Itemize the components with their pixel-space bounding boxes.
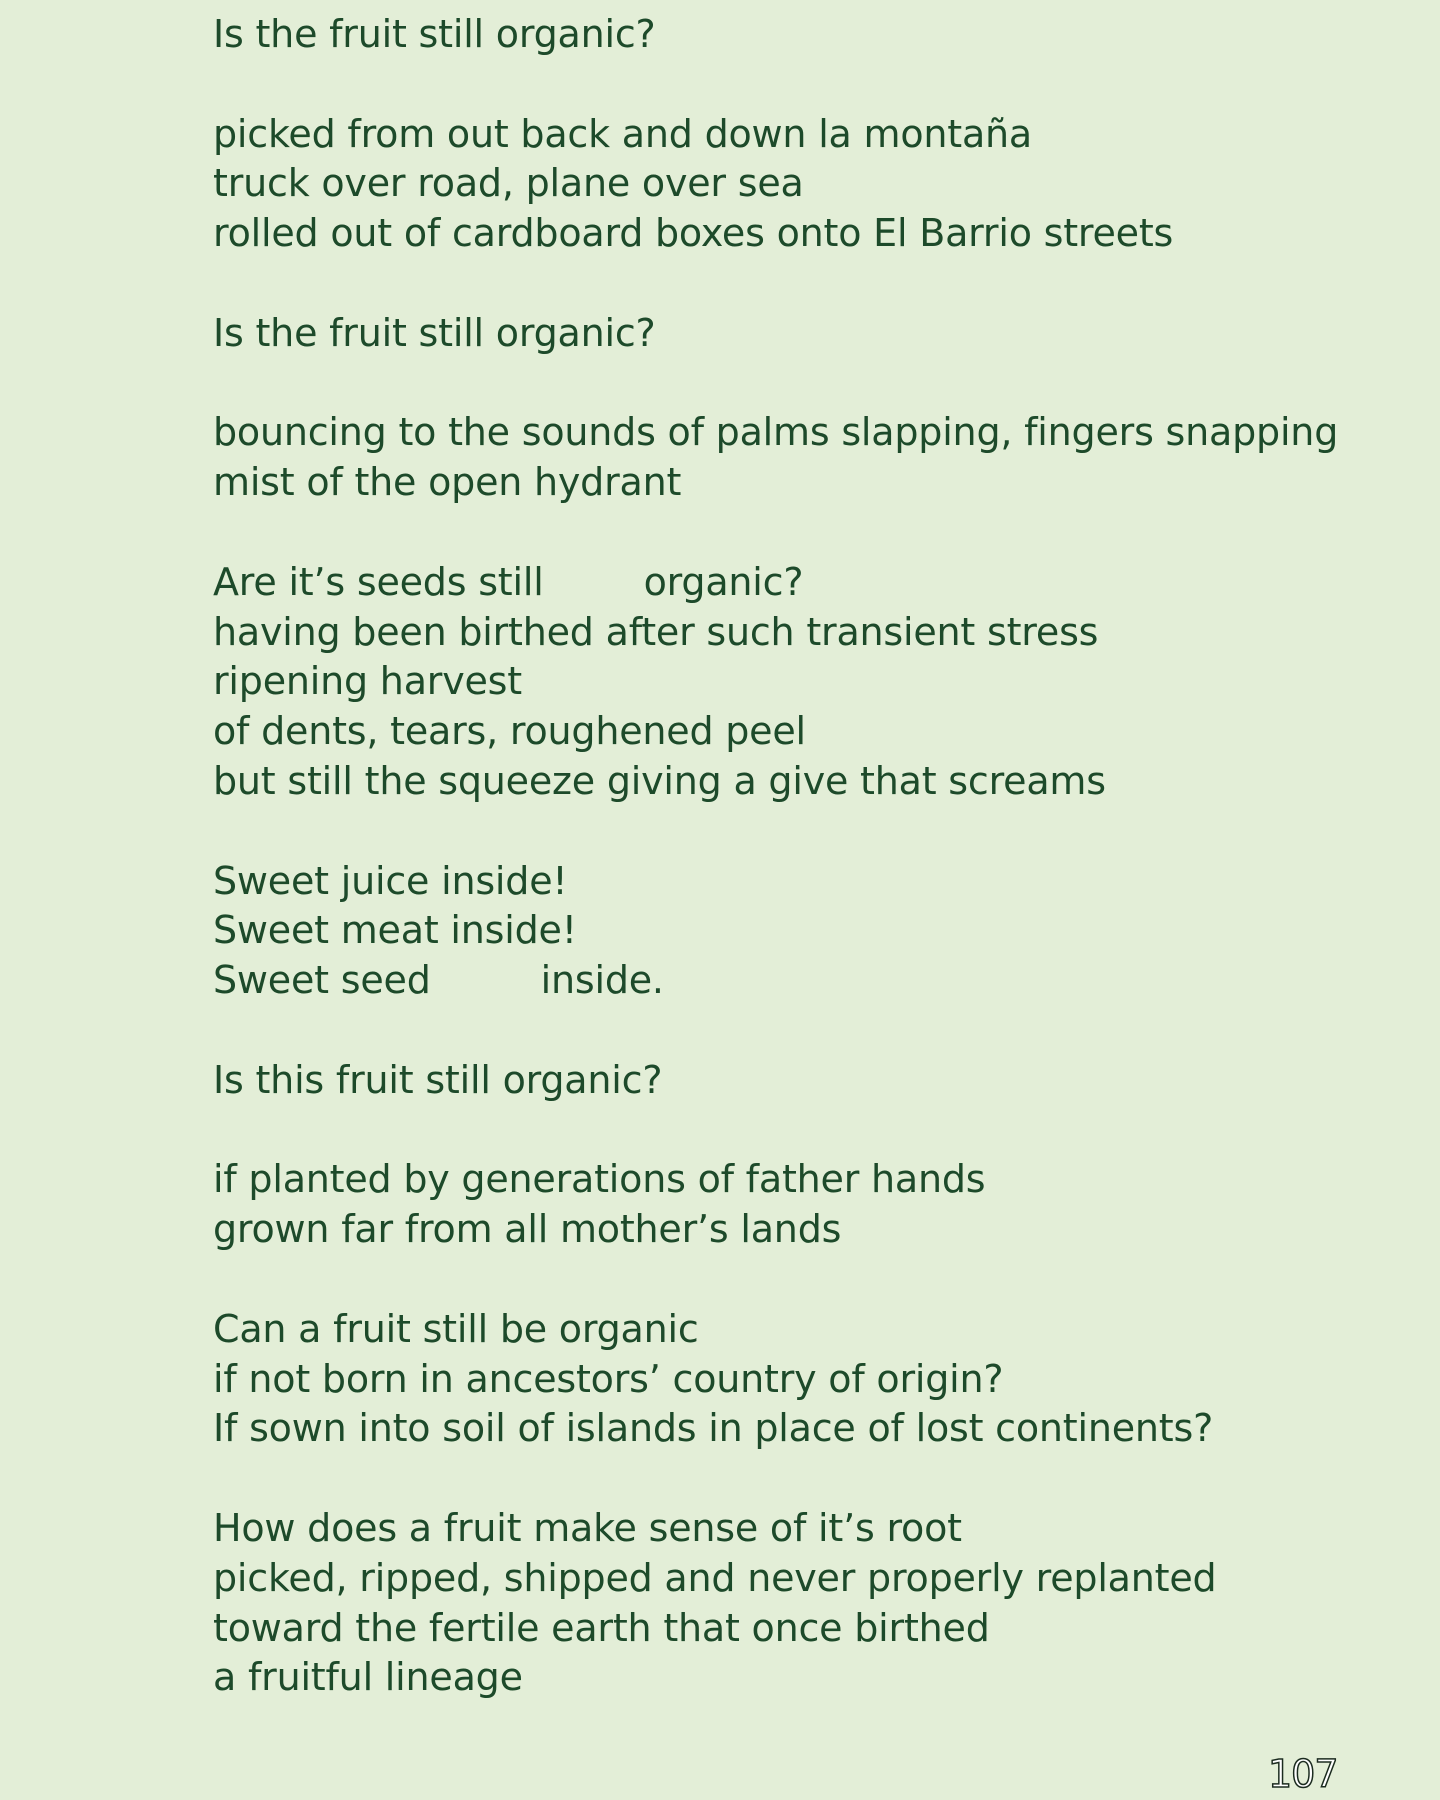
poem-line	[213, 956, 1413, 1006]
stanza-break	[213, 1106, 1413, 1156]
stanza-break	[213, 259, 1413, 309]
poem-line: a fruitful lineage	[213, 1655, 523, 1700]
poem-line: ripening harvest	[213, 659, 522, 704]
stanza-break	[213, 1255, 1413, 1305]
poem-line: If sown into soil of islands in place of lost continents?	[213, 1406, 1214, 1451]
poem-line: bouncing to the sounds of palms slapping, fingers snapping	[213, 410, 1339, 455]
poem-line-fragment: Sweet seed	[213, 958, 431, 1003]
poem-line: Can a fruit still be organic	[213, 1306, 699, 1351]
poem-line: toward the fertile earth that once birthed	[213, 1605, 990, 1650]
poem-body	[213, 10, 1413, 1703]
poem-line: picked, ripped, shipped and never properly replanted	[213, 1555, 1217, 1600]
page-number: 107	[1268, 1752, 1338, 1796]
poem-line: Sweet meat inside!	[213, 908, 577, 953]
poem-line: rolled out of cardboard boxes onto El Barrio streets	[213, 211, 1174, 256]
poem-line: of dents, tears, roughened peel	[213, 709, 806, 754]
poem-line: if not born in ancestors’ country of origin?	[213, 1356, 1004, 1401]
stanza-break	[213, 1454, 1413, 1504]
poem-line: Sweet juice inside!	[213, 858, 568, 903]
poem-line: Is the fruit still organic?	[213, 310, 656, 355]
poem-line: if planted by generations of father hands	[213, 1157, 986, 1202]
poem-line: Is this fruit still organic?	[213, 1057, 663, 1102]
poem-line-fragment: Are it’s seeds still	[213, 559, 544, 604]
poem-line: mist of the open hydrant	[213, 460, 682, 505]
stanza-break	[213, 807, 1413, 857]
poem-line-fragment: organic?	[643, 559, 804, 604]
poem-line: truck over road, plane over sea	[213, 161, 804, 206]
stanza-break	[213, 1006, 1413, 1056]
poem-line: Is the fruit still organic?	[213, 12, 656, 56]
poem-line: having been birthed after such transient stress	[213, 609, 1099, 654]
stanza-break	[213, 60, 1413, 110]
poem-line: How does a fruit make sense of it’s root	[213, 1505, 962, 1550]
poem-line: grown far from all mother’s lands	[213, 1207, 842, 1252]
stanza-break	[213, 359, 1413, 409]
poem-line: picked from out back and down la montaña	[213, 111, 1033, 156]
poem-line	[213, 558, 1413, 608]
poem-line-fragment: inside.	[540, 958, 664, 1003]
stanza-break	[213, 508, 1413, 558]
poem-line: but still the squeeze giving a give that screams	[213, 758, 1106, 803]
